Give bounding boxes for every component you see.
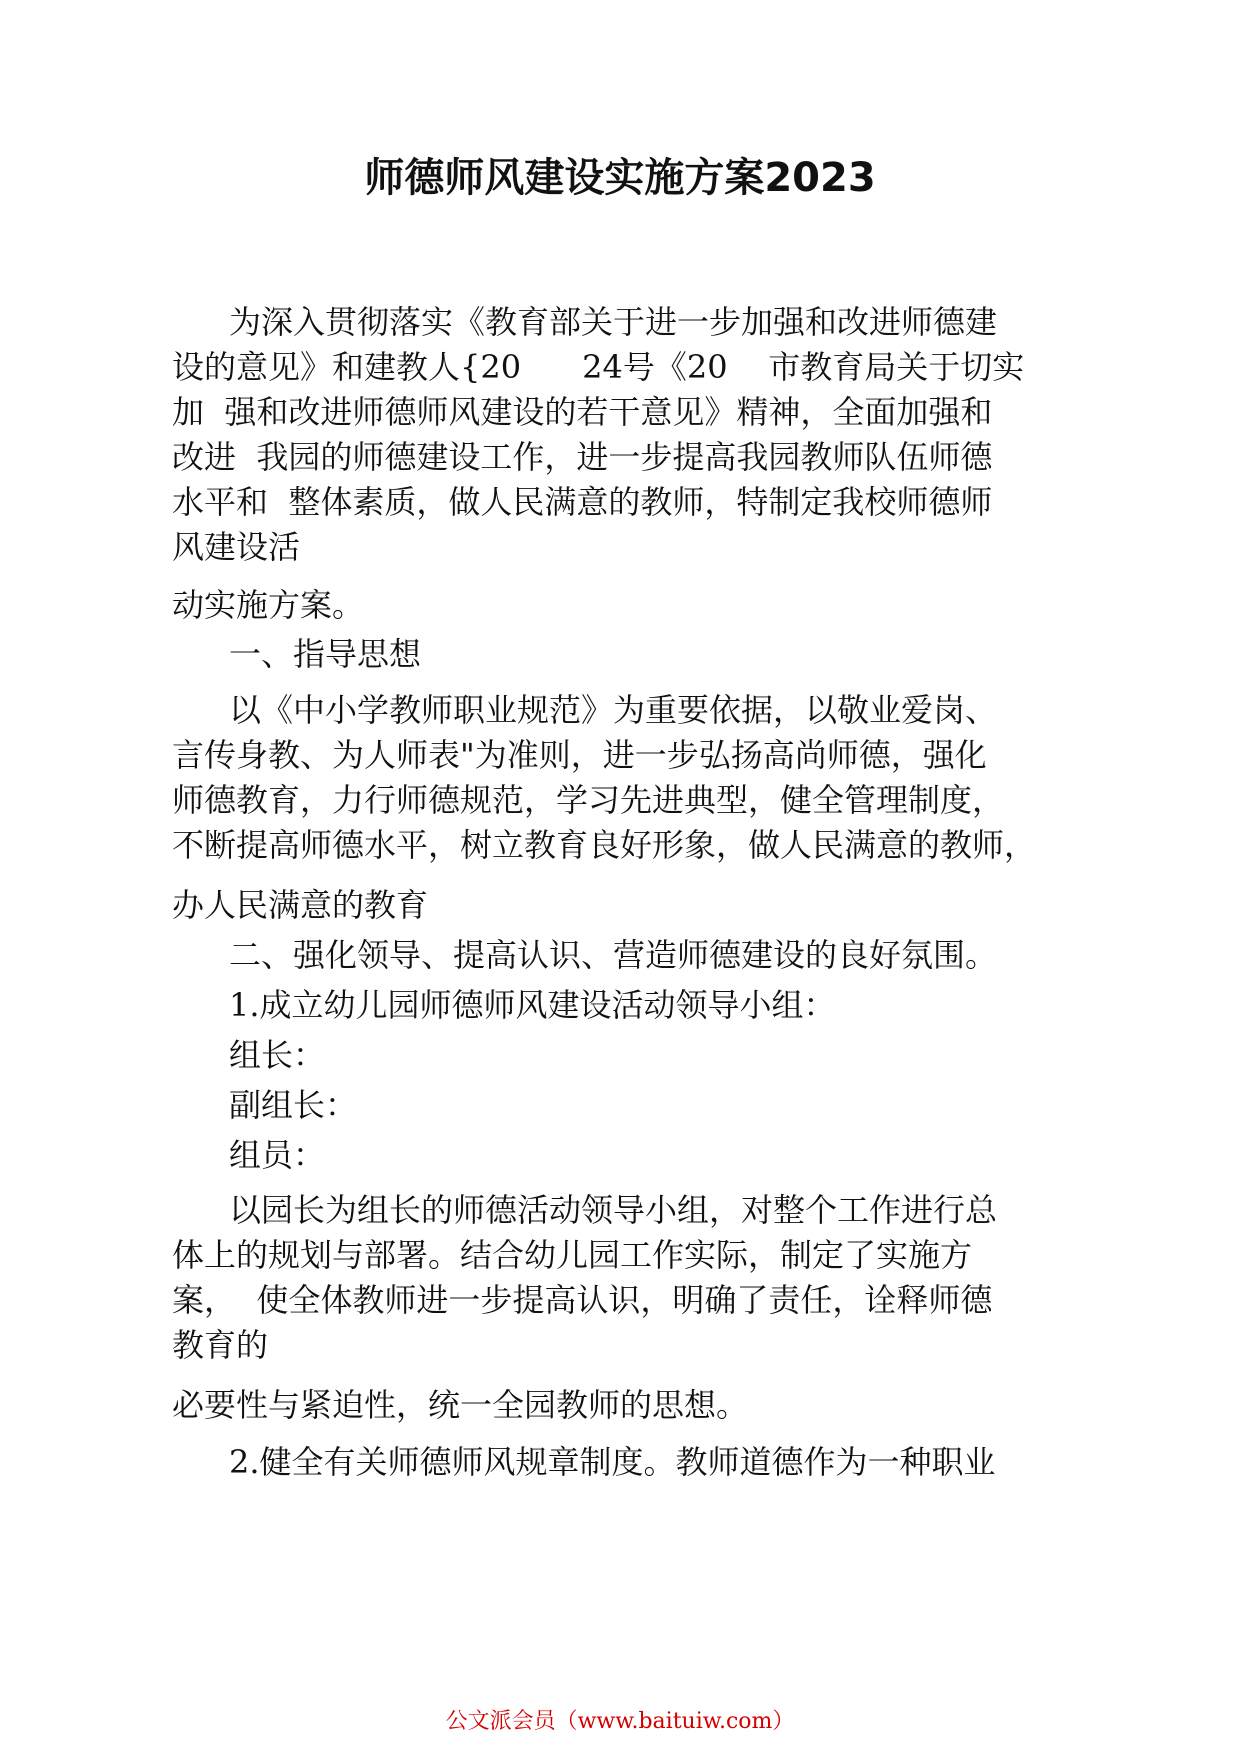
- footer-watermark: 公文派会员（www.baituiw.com）: [445, 1709, 795, 1734]
- body-line: 体上的规划与部署。结合幼儿园工作实际，制定了实施方: [172, 1236, 973, 1274]
- body-line: 组员：: [229, 1136, 326, 1174]
- body-line: 以《中小学教师职业规范》为重要依据，以敬业爱岗、: [229, 691, 998, 729]
- section-heading: 二、强化领导、提高认识、营造师德建设的良好氛围。: [229, 936, 998, 974]
- document-title: 师德师风建设实施方案2023: [364, 155, 876, 201]
- body-line: 2.健全有关师德师风规章制度。教师道德作为一种职业: [229, 1443, 996, 1481]
- section-heading: 一、指导思想: [229, 635, 422, 673]
- body-line: 为深入贯彻落实《教育部关于进一步加强和改进师德建: [229, 303, 998, 341]
- body-line: 设的意见》和建教人{20 24号《20 市教育局关于切实: [172, 348, 1025, 386]
- body-line: 加 强和改进师德师风建设的若干意见》精神，全面加强和: [172, 393, 993, 431]
- body-line: 不断提高师德水平，树立教育良好形象，做人民满意的教师，: [172, 826, 1037, 864]
- body-line: 教育的: [172, 1326, 269, 1364]
- body-line: 办人民满意的教育: [172, 886, 429, 924]
- body-line: 副组长：: [229, 1086, 358, 1124]
- body-line: 师德教育，力行师德规范，学习先进典型，健全管理制度，: [172, 781, 1005, 819]
- body-line: 1.成立幼儿园师德师风建设活动领导小组：: [229, 986, 836, 1024]
- body-line: 风建设活: [172, 528, 301, 566]
- body-line: 动实施方案。: [172, 586, 365, 624]
- body-line: 以园长为组长的师德活动领导小组，对整个工作进行总: [229, 1191, 998, 1229]
- body-line: 组长：: [229, 1036, 326, 1074]
- body-line: 改进 我园的师德建设工作，进一步提高我园教师队伍师德: [172, 438, 993, 476]
- body-line: 言传身教、为人师表"为准则，进一步弘扬高尚师德，强化: [172, 736, 987, 774]
- body-line: 水平和 整体素质，做人民满意的教师，特制定我校师德师: [172, 483, 993, 521]
- body-line: 案， 使全体教师进一步提高认识，明确了责任，诠释师德: [172, 1281, 993, 1319]
- body-line: 必要性与紧迫性，统一全园教师的思想。: [172, 1386, 749, 1424]
